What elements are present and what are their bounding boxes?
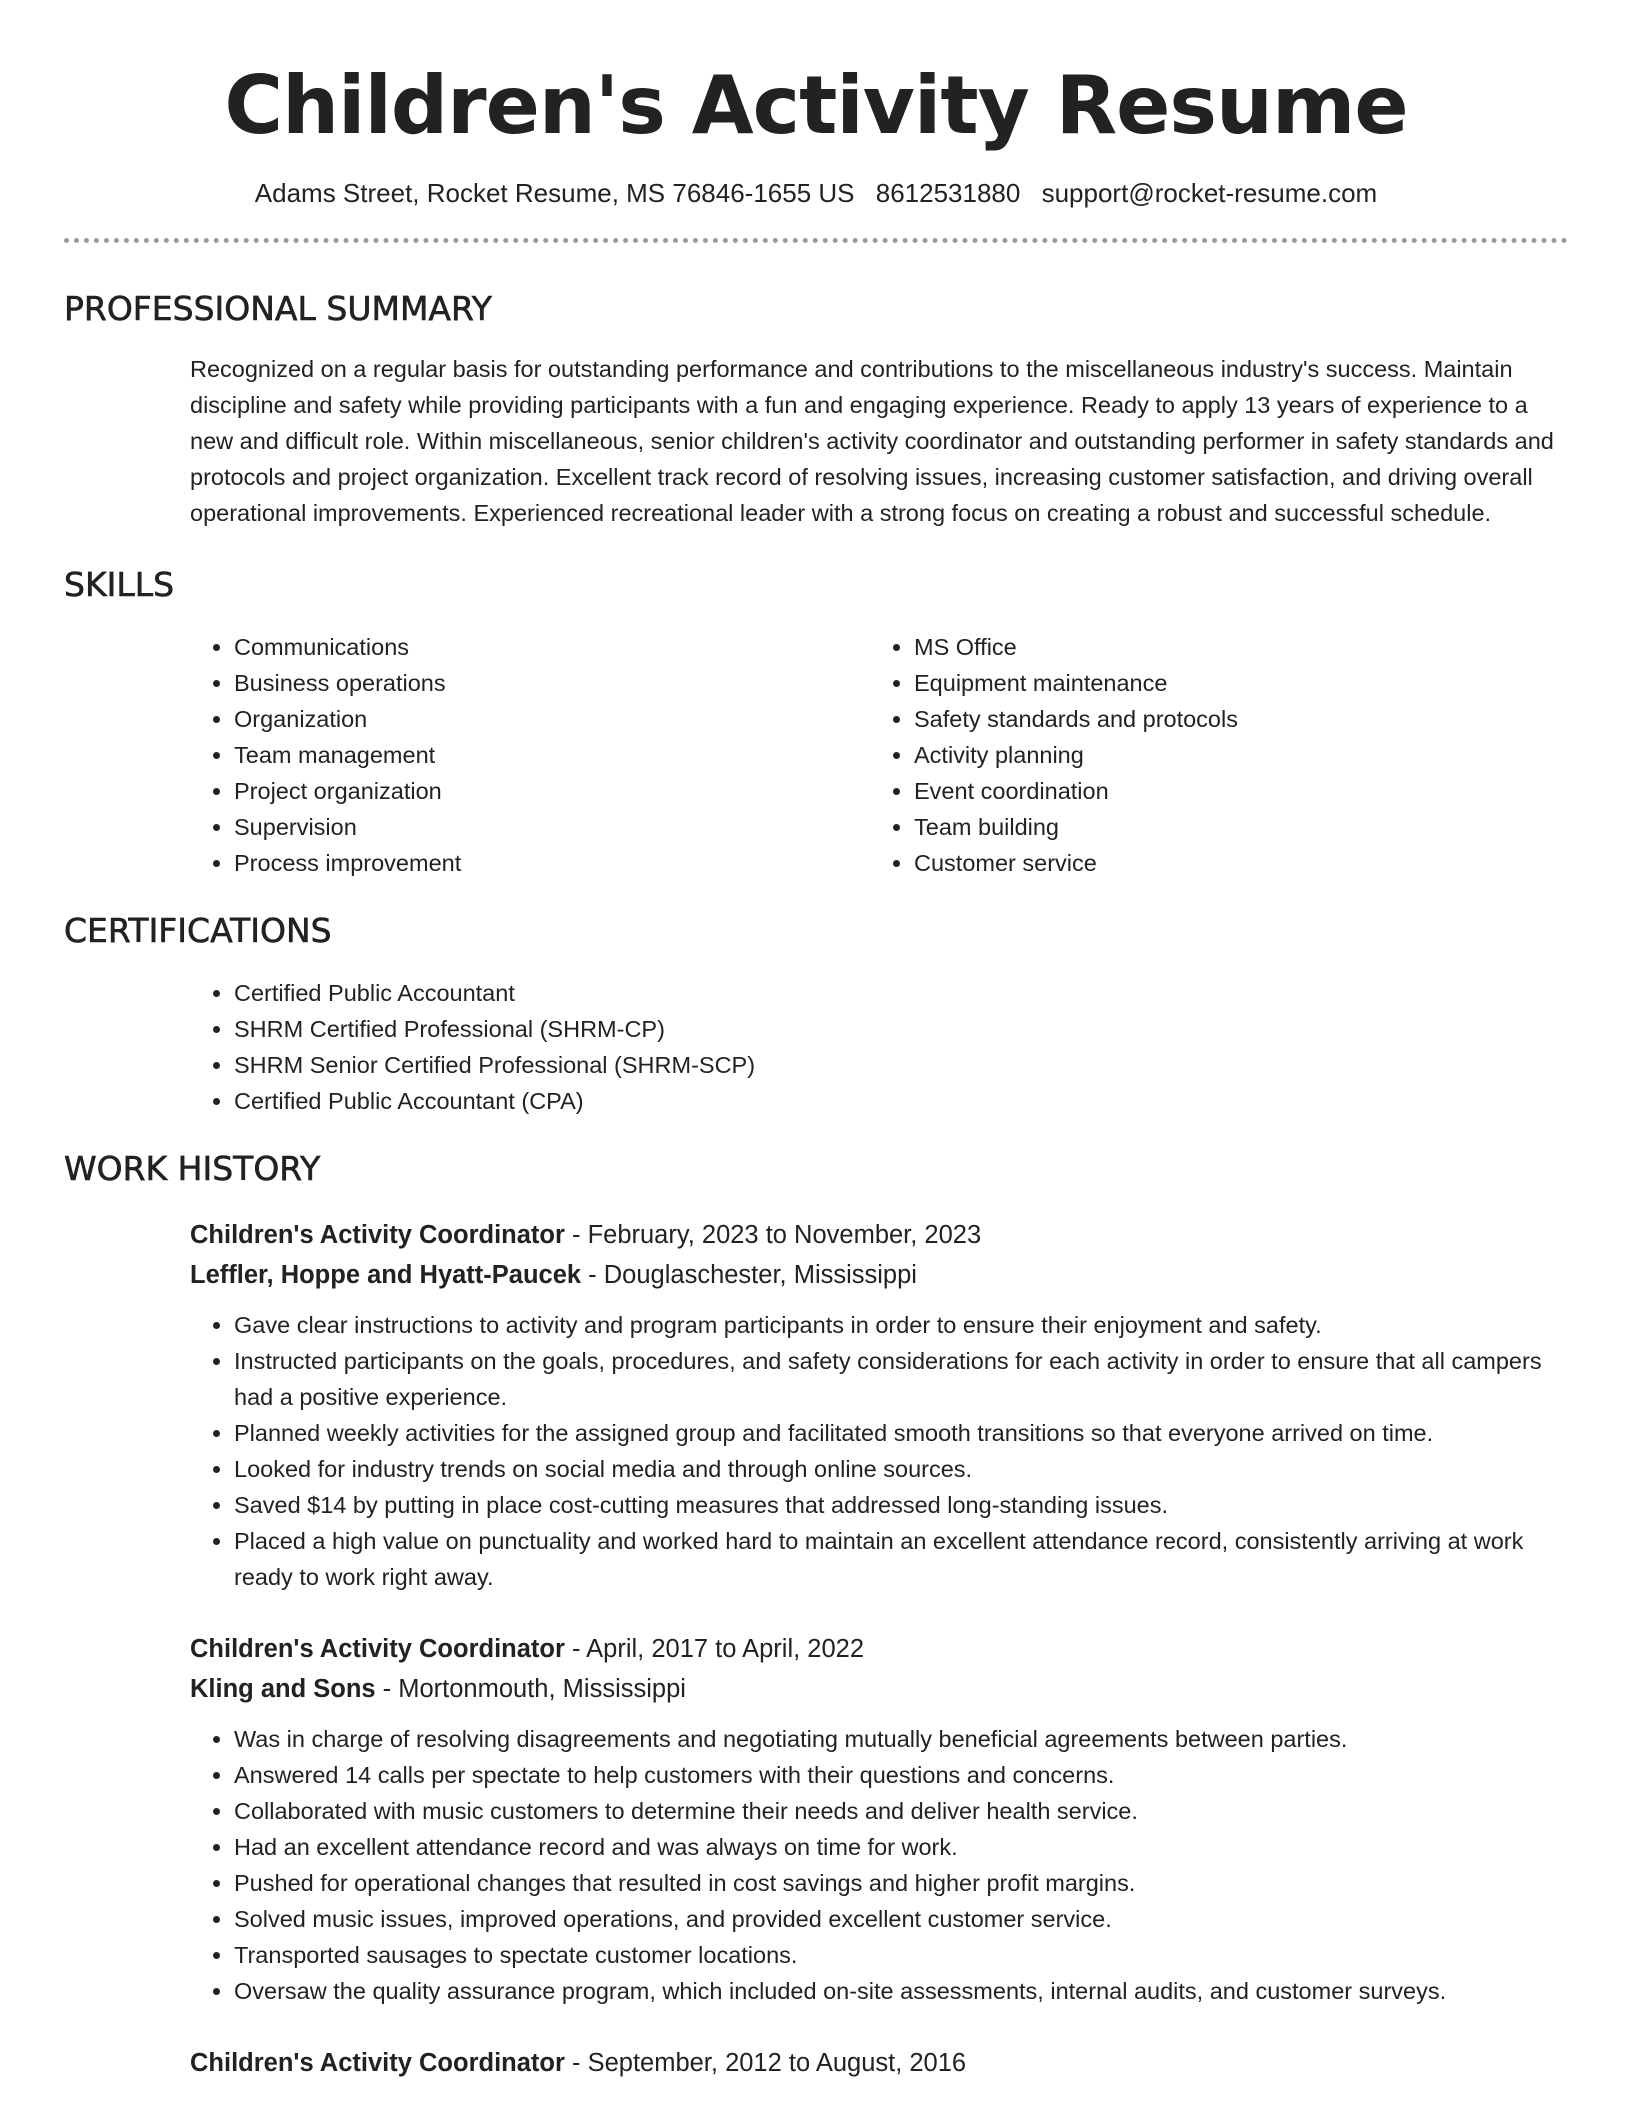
certification-item: • SHRM Certified Professional (SHRM-CP)	[234, 1011, 1568, 1047]
skills-column-right	[870, 629, 1550, 881]
job-entry	[190, 1215, 1568, 1595]
job-bullet: • Collaborated with music customers to determine their needs and deliver health service.	[234, 1793, 1568, 1829]
job-dates: - September, 2012 to August, 2016	[564, 2049, 967, 2077]
skill-item: • Business operations	[234, 665, 870, 701]
job-role-line	[190, 1629, 1568, 1669]
section-title-summary: PROFESSIONAL SUMMARY	[64, 289, 492, 328]
job-bullets	[190, 1721, 1568, 2009]
job-role: Children's Activity Coordinator	[190, 1635, 565, 1663]
resume-title: Children's Activity Resume	[224, 59, 1408, 152]
job-role: Children's Activity Coordinator	[190, 2049, 565, 2077]
job-dates: - February, 2023 to November, 2023	[564, 1221, 982, 1249]
job-bullet: • Gave clear instructions to activity and program participants in order to ensure their enjoyment and safety.	[234, 1307, 1568, 1343]
job-bullet: • Planned weekly activities for the assigned group and facilitated smooth transitions so that everyone arrived on time.	[234, 1415, 1568, 1451]
skill-item: • Equipment maintenance	[914, 665, 1550, 701]
job-role: Children's Activity Coordinator	[190, 1221, 565, 1249]
skill-item: • Activity planning	[914, 737, 1550, 773]
certification-item: • SHRM Senior Certified Professional (SHRM-SCP)	[234, 1047, 1568, 1083]
job-bullet: • Had an excellent attendance record and was always on time for work.	[234, 1829, 1568, 1865]
resume-page	[64, 0, 1568, 2083]
skill-item: • Project organization	[234, 773, 870, 809]
header-divider	[64, 238, 1568, 243]
job-location: - Mortonmouth, Mississippi	[375, 1675, 686, 1703]
job-company-line	[190, 1255, 1568, 1295]
certifications-list	[190, 975, 1568, 1119]
job-role-line	[190, 2043, 1568, 2083]
skill-item: • Event coordination	[914, 773, 1550, 809]
contact-address: Adams Street, Rocket Resume, MS 76846-1655 US	[254, 178, 855, 208]
skill-item: • Supervision	[234, 809, 870, 845]
contact-phone: 8612531880	[875, 178, 1021, 208]
skills-list	[190, 629, 1568, 881]
skills-column-left	[190, 629, 870, 881]
certification-item: • Certified Public Accountant (CPA)	[234, 1083, 1568, 1119]
job-company: Kling and Sons	[190, 1675, 376, 1703]
job-location: - Douglaschester, Mississippi	[581, 1261, 917, 1289]
job-entry	[190, 2043, 1568, 2083]
section-title-certifications: CERTIFICATIONS	[64, 911, 332, 950]
certification-item: • Certified Public Accountant	[234, 975, 1568, 1011]
contact-line	[64, 176, 1568, 210]
job-bullets	[190, 1307, 1568, 1595]
job-bullet: • Oversaw the quality assurance program, which included on-site assessments, internal audits, and customer surveys.	[234, 1973, 1568, 2009]
skill-item: • MS Office	[914, 629, 1550, 665]
job-bullet: • Was in charge of resolving disagreements and negotiating mutually beneficial agreements between parties.	[234, 1721, 1568, 1757]
job-bullet: • Instructed participants on the goals, procedures, and safety considerations for each activity in order to ensure that all campers had a positive experience.	[234, 1343, 1568, 1415]
skill-item: • Communications	[234, 629, 870, 665]
job-bullet: • Transported sausages to spectate customer locations.	[234, 1937, 1568, 1973]
job-role-line	[190, 1215, 1568, 1255]
section-title-skills: SKILLS	[64, 565, 175, 604]
job-bullet: • Looked for industry trends on social media and through online sources.	[234, 1451, 1568, 1487]
section-title-work-history: WORK HISTORY	[64, 1149, 321, 1188]
job-bullet: • Pushed for operational changes that resulted in cost savings and higher profit margins.	[234, 1865, 1568, 1901]
skill-item: • Team building	[914, 809, 1550, 845]
job-bullet: • Answered 14 calls per spectate to help customers with their questions and concerns.	[234, 1757, 1568, 1793]
job-dates: - April, 2017 to April, 2022	[564, 1635, 865, 1663]
job-entry	[190, 1629, 1568, 2009]
skill-item: • Safety standards and protocols	[914, 701, 1550, 737]
skill-item: • Process improvement	[234, 845, 870, 881]
contact-email: support@rocket-resume.com	[1041, 178, 1378, 208]
job-bullet: • Solved music issues, improved operations, and provided excellent customer service.	[234, 1901, 1568, 1937]
skill-item: • Organization	[234, 701, 870, 737]
job-bullet: • Saved $14 by putting in place cost-cutting measures that addressed long-standing issues.	[234, 1487, 1568, 1523]
job-bullet: • Placed a high value on punctuality and worked hard to maintain an excellent attendance record, consistently arriving at work ready to work right away.	[234, 1523, 1568, 1595]
job-company: Leffler, Hoppe and Hyatt-Paucek	[190, 1261, 582, 1289]
skill-item: • Customer service	[914, 845, 1550, 881]
skill-item: • Team management	[234, 737, 870, 773]
summary-text: Recognized on a regular basis for outstanding performance and contributions to the miscellaneous industry's success. Maintain discipline and safety while providing participants with a fun and engaging experience. Ready to apply 13 years of experience to a new and difficult role. Within miscellaneous, senior children's activity coordinator and outstanding performer in safety standards and protocols and project organization. Excellent track record of resolving issues, increasing customer satisfaction, and driving overall operational improvements. Experienced recreational leader with a strong focus on creating a robust and successful schedule.	[190, 356, 1554, 526]
job-company-line	[190, 1669, 1568, 1709]
